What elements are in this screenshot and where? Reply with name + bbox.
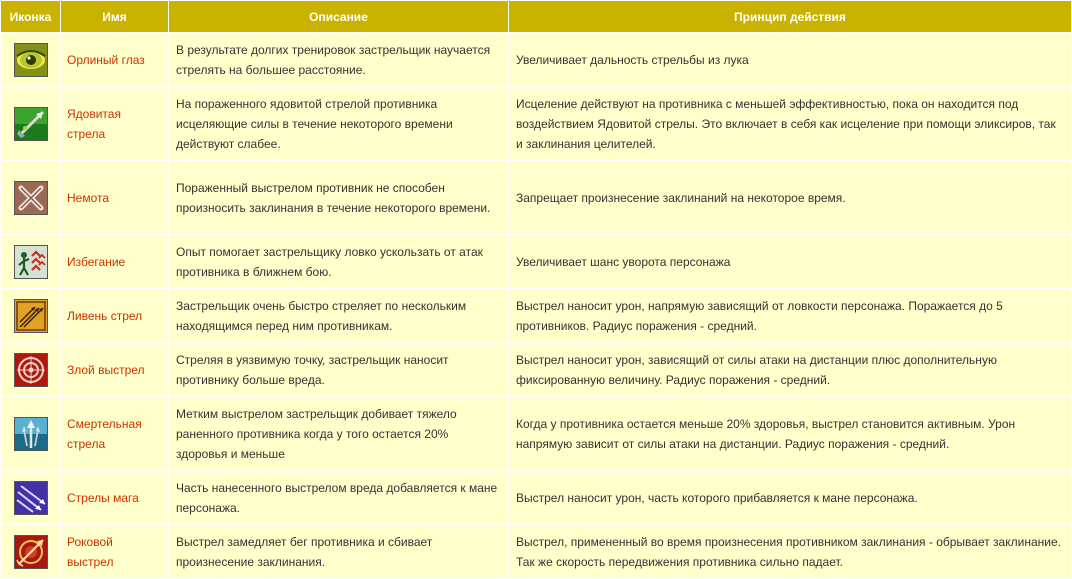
arrow-rain-icon [14, 299, 48, 333]
skill-name: Орлиный глаз [61, 33, 168, 86]
deadly-arrow-icon [14, 417, 48, 451]
skill-description: Выстрел замедляет бег противника и сбивает произнесение заклинания. [169, 525, 508, 578]
skill-effect: Выстрел, примененный во время произнесения противником заклинания - обрывает заклинание. Так же скорость передвижения противника сильно падает. [509, 525, 1071, 578]
skill-effect: Запрещает произнесение заклинаний на некоторое время. [509, 161, 1071, 234]
skill-description: Метким выстрелом застрельщик добивает тяжело раненного противника когда у того остается 20% здоровья и меньше [169, 397, 508, 470]
skill-description: Опыт помогает застрельщику ловко ускользать от атак противника в ближнем бою. [169, 235, 508, 288]
skill-description: Стреляя в уязвимую точку, застрельщик наносит противнику больше вреда. [169, 343, 508, 396]
skill-effect: Выстрел наносит урон, напрямую зависящий от ловкости персонажа. Поражается до 5 противников. Радиус поражения - средний. [509, 289, 1071, 342]
poison-arrow-icon [14, 107, 48, 141]
header-effect: Принцип действия [509, 1, 1071, 32]
table-row [1, 343, 1071, 396]
header-name: Имя [61, 1, 168, 32]
table-row [1, 33, 1071, 86]
skill-description: Часть нанесенного выстрелом вреда добавляется к мане персонажа. [169, 471, 508, 524]
skill-description: В результате долгих тренировок застрельщик научается стрелять на большее расстояние. [169, 33, 508, 86]
mage-arrows-icon [14, 481, 48, 515]
fatal-shot-icon [14, 535, 48, 569]
table-row [1, 471, 1071, 524]
eagle-eye-icon [14, 43, 48, 77]
skill-name: Избегание [61, 235, 168, 288]
table-row [1, 525, 1071, 578]
table-row [1, 161, 1071, 234]
header-row [1, 1, 1071, 32]
skill-effect: Когда у противника остается меньше 20% здоровья, выстрел становится активным. Урон напрямую зависит от силы атаки на дистанции. Радиус поражения - средний. [509, 397, 1071, 470]
table-row [1, 87, 1071, 160]
evasion-icon [14, 245, 48, 279]
skill-description: Застрельщик очень быстро стреляет по нескольким находящимся перед ним противникам. [169, 289, 508, 342]
skill-name: Злой выстрел [61, 343, 168, 396]
skill-description: На пораженного ядовитой стрелой противника исцеляющие силы в течение некоторого времени действуют слабее. [169, 87, 508, 160]
skill-effect: Увеличивает шанс уворота персонажа [509, 235, 1071, 288]
skill-effect: Выстрел наносит урон, зависящий от силы атаки на дистанции плюс дополнительную фиксированную величину. Радиус поражения - средний. [509, 343, 1071, 396]
skill-description: Пораженный выстрелом противник не способен произносить заклинания в течение некоторого времени. [169, 161, 508, 234]
table-row [1, 235, 1071, 288]
skill-name: Роковой выстрел [61, 525, 168, 578]
header-icon: Иконка [1, 1, 60, 32]
table-row [1, 397, 1071, 470]
skill-name: Смертельная стрела [61, 397, 168, 470]
skill-name: Ядовитая стрела [61, 87, 168, 160]
table-row [1, 289, 1071, 342]
skill-effect: Исцеление действуют на противника с меньшей эффективностью, пока он находится под воздействием Ядовитой стрелы. Это включает в себя как исцеление при помощи эликсиров, так и заклинания целителей. [509, 87, 1071, 160]
silence-icon [14, 181, 48, 215]
evil-shot-icon [14, 353, 48, 387]
skill-effect: Увеличивает дальность стрельбы из лука [509, 33, 1071, 86]
skill-name: Стрелы мага [61, 471, 168, 524]
skill-name: Ливень стрел [61, 289, 168, 342]
header-description: Описание [169, 1, 508, 32]
skill-effect: Выстрел наносит урон, часть которого прибавляется к мане персонажа. [509, 471, 1071, 524]
skill-name: Немота [61, 161, 168, 234]
